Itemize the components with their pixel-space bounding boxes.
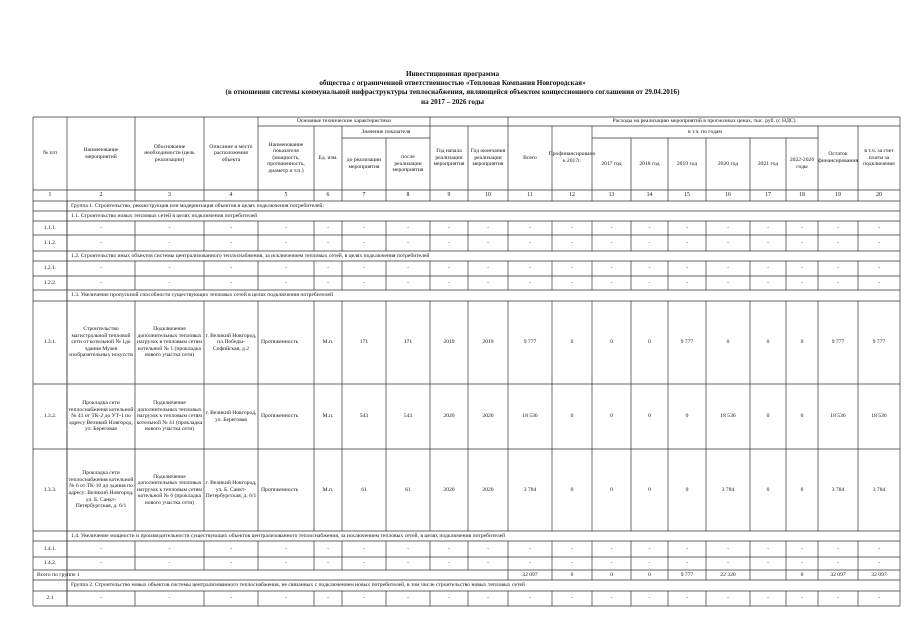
column-number: 17 [765,192,771,199]
empty-cell: - [407,265,409,272]
empty-cell: - [686,224,688,231]
row-before: 61 [361,486,367,493]
row-reason: Подключение дополнительных тепловых нагрузок в тепловым сетям котельной № 1 (прокладка нового участка сети) [137,326,202,359]
total-y2019: 9 777 [680,571,694,578]
column-number: 20 [876,192,882,199]
empty-cell: - [610,265,613,272]
empty-cell: - [727,279,729,286]
empty-cell: - [407,224,409,231]
empty-cell: - [168,279,171,286]
empty-cell: - [529,239,531,246]
row-start: 2020 [443,486,455,493]
empty-cell: - [837,595,839,602]
empty-cell: - [230,239,232,246]
row-name: Строительство магистральной тепловой сети от котельной № 1до здания Музея изобразительных искусств [69,326,133,359]
header-year-start: Год начала реализации мероприятия [433,148,465,168]
total-fee: 32 097 [871,571,887,578]
row-y2022: 0 [800,486,804,493]
empty-cell: - [327,265,329,272]
row-y2017: 0 [610,339,613,346]
row-fee: 3 784 [872,486,886,493]
empty-cell: - [648,265,651,272]
empty-cell: - [686,545,688,552]
empty-cell: - [363,279,365,286]
empty-cell: - [837,560,839,567]
row-y2022: 0 [800,339,804,346]
empty-cell: - [571,224,573,231]
empty-cell: - [100,265,102,272]
total-y2018: 0 [648,571,651,578]
row-total: 9 777 [523,339,537,346]
empty-cell: - [727,560,729,567]
empty-cell: - [727,595,729,602]
column-number: 10 [485,192,491,199]
column-number: 1 [48,192,52,199]
empty-cell: - [878,279,880,286]
empty-cell: - [801,560,803,567]
row-before: 171 [359,339,369,346]
empty-cell: - [285,265,287,272]
empty-cell: - [448,279,450,286]
empty-cell: - [767,239,769,246]
empty-cell: - [837,224,839,231]
empty-cell: - [230,595,232,602]
column-number: 5 [284,192,288,199]
empty-cell: - [648,560,651,567]
empty-cell: - [529,595,531,602]
empty-cell: - [727,545,729,552]
empty-cell: - [767,595,769,602]
empty-cell: - [100,545,102,552]
empty-cell: - [837,279,839,286]
empty-cell: - [487,279,489,286]
empty-cell: - [230,560,232,567]
row-after: 171 [403,339,413,346]
column-number: 16 [725,192,731,199]
row-y2019: 9 777 [680,339,694,346]
empty-cell: - [571,279,573,286]
header-reason: Обоснование необходимости (цель реализации) [144,143,195,163]
row-remainder: 9 777 [831,339,845,346]
row-y2017: 0 [610,413,613,420]
row-name: Прокладка сети теплоснабжения котельной № 41 от ТК-2 до УТ-1 по адресу Великий Новгород, ул. Береговая [68,400,134,433]
empty-cell: - [767,279,769,286]
empty-cell: - [727,265,729,272]
empty-cell: - [801,224,803,231]
header-year-end: Год окончания реализации мероприятия [470,148,506,168]
empty-cell: - [487,595,489,602]
header-before: до реализации мероприятия [346,157,382,170]
empty-cell: - [878,545,880,552]
header-location: Описание и место расположения объекта [209,143,253,163]
section-1-3-heading: 1.3. Увеличение пропускной способности существующих тепловых сетей в целях подключения потребителей [71,292,333,299]
header-y2019: 2019 год [676,160,698,167]
empty-cell: - [487,239,489,246]
empty-cell: - [610,545,613,552]
section-1-2-heading: 1.2. Строительство иных объектов системы централизованного теплоснабжения, за исключением тепловых сетей, в целях подключения потребителей [71,252,430,259]
empty-cell: - [230,279,232,286]
row-y2018: 0 [648,486,651,493]
row-fee: 18 536 [871,413,887,420]
total-remainder: 32 097 [830,571,846,578]
empty-cell: - [878,265,880,272]
empty-cell: - [363,595,365,602]
empty-cell: - [407,279,409,286]
empty-cell: - [878,560,880,567]
row-total: 3 784 [523,486,537,493]
column-number: 12 [569,192,575,199]
column-number: 11 [527,192,533,199]
group-1-heading: Группа 1. Строительство, реконструкция или модернизация объектов в целях подключения потребителей: [71,202,324,209]
column-number: 4 [229,192,233,199]
empty-cell: - [448,560,450,567]
empty-cell: - [878,224,880,231]
row-number: 1.1.1. [43,224,57,231]
header-y2020: 2020 год [717,160,739,167]
empty-cell: - [837,265,839,272]
empty-cell: - [363,545,365,552]
empty-cell: - [327,279,329,286]
empty-cell: - [571,560,573,567]
header-incl-fee: в т.ч. за счет платы за подключение [863,148,895,168]
empty-cell: - [285,560,287,567]
empty-cell: - [327,545,329,552]
row-number: 2.1 [46,595,54,602]
row-start: 2019 [443,339,455,346]
column-number: 3 [168,192,171,199]
empty-cell: - [610,595,613,602]
column-number: 15 [684,192,690,199]
empty-cell: - [168,595,171,602]
row-number: 1.4.2. [43,560,57,567]
row-n: 1.3.2. [43,413,57,420]
empty-cell: - [100,595,102,602]
empty-cell: - [407,595,409,602]
empty-cell: - [686,265,688,272]
empty-cell: - [571,545,573,552]
empty-cell: - [285,545,287,552]
empty-cell: - [327,224,329,231]
empty-cell: - [571,239,573,246]
empty-cell: - [801,545,803,552]
empty-cell: - [529,265,531,272]
row-y2021: 0 [766,413,770,420]
empty-cell: - [878,239,880,246]
row-reason: Подключение дополнительных тепловых нагрузок к тепловым сетям котельной № 6 (прокладка нового участка сети) [137,473,202,506]
empty-cell: - [487,560,489,567]
empty-cell: - [168,265,171,272]
header-y2022: 2022-2026 годы [789,157,815,170]
row-y2021: 0 [766,486,770,493]
row-y2018: 0 [648,339,651,346]
empty-cell: - [168,545,171,552]
row-y2021: 0 [766,339,770,346]
row-unit: М.п. [322,339,334,346]
row-location: г. Великий Новгород, ул. Б. Санкт-Петербургская, д. 6/1 [205,480,257,500]
column-number: 18 [799,192,805,199]
header-by-years: в т.ч. по годам [688,128,722,135]
empty-cell: - [727,224,729,231]
empty-cell: - [168,239,171,246]
row-param: Протяженность [261,486,299,493]
column-number: 19 [835,192,841,199]
header-unit: Ед. изм. [318,154,338,161]
row-y2019: 0 [685,486,689,493]
total-financed: 0 [570,571,574,578]
empty-cell: - [767,545,769,552]
total-total: 32 097 [522,571,538,578]
row-unit: М.п. [322,413,334,420]
row-financed: 0 [570,413,574,420]
header-value-group: Значение показателя [361,128,411,135]
row-after: 543 [403,413,413,420]
empty-cell: - [285,595,287,602]
row-param: Протяженность [261,413,299,420]
empty-cell: - [686,595,688,602]
section-1-4-heading: 1.4. Увеличение мощности и производительности существующих объектов централизованного теплоснабжения, за исключением тепловых сетей, в целях подключения потребителей [71,532,506,539]
column-number: 14 [646,192,653,199]
total-y2020: 22 320 [720,571,736,578]
empty-cell: - [529,545,531,552]
row-param: Протяженность [261,339,299,346]
column-number: 8 [406,192,410,199]
column-number: 9 [447,192,451,199]
row-number: 1.2.1. [43,265,57,272]
empty-cell: - [801,265,803,272]
row-remainder: 3 784 [831,486,845,493]
empty-cell: - [230,265,232,272]
header-y2021: 2021 год [757,160,779,167]
row-number: 1.4.1. [43,545,57,552]
row-unit: М.п. [322,486,334,493]
total-y2017: 0 [610,571,613,578]
empty-cell: - [837,239,839,246]
empty-cell: - [407,239,409,246]
row-y2017: 0 [610,486,613,493]
column-number: 2 [99,192,103,199]
row-y2018: 0 [648,413,651,420]
empty-cell: - [878,595,880,602]
empty-cell: - [571,595,573,602]
empty-cell: - [686,279,688,286]
header-costs: Расходы на реализацию мероприятий в прогнозных ценах, тыс. руб. (с НДС) [612,118,796,125]
row-financed: 0 [570,339,574,346]
empty-cell: - [327,560,329,567]
header-tech-main: Основные технические характеристики [296,118,392,125]
empty-cell: - [610,239,613,246]
empty-cell: - [448,239,450,246]
empty-cell: - [610,560,613,567]
header-financed: Профинансировано к 2017г. [548,151,596,164]
title-line-3: (в отношении системы коммунальной инфраструктуры теплоснабжения, являющейся объектом концессионного соглашения от 29.04.2016) [225,88,680,97]
row-start: 2020 [443,413,455,420]
empty-cell: - [610,279,613,286]
row-y2019: 0 [685,413,689,420]
empty-cell: - [487,265,489,272]
header-after: после реализации мероприятия [392,154,424,174]
row-remainder: 18 536 [830,413,846,420]
empty-cell: - [686,560,688,567]
title-line-2: общества с ограниченной ответственностью «Тепловая Компания Новгородская» [319,79,586,88]
empty-cell: - [648,224,651,231]
empty-cell: - [767,224,769,231]
header-total: Всего [523,154,537,161]
empty-cell: - [448,545,450,552]
row-y2020: 3 784 [721,486,735,493]
empty-cell: - [648,595,651,602]
empty-cell: - [529,279,531,286]
empty-cell: - [801,595,803,602]
row-end: 2020 [482,486,494,493]
empty-cell: - [327,239,329,246]
empty-cell: - [767,265,769,272]
row-before: 543 [359,413,369,420]
empty-cell: - [767,560,769,567]
empty-cell: - [100,279,102,286]
column-number: 7 [362,192,366,199]
empty-cell: - [801,279,803,286]
empty-cell: - [168,560,171,567]
empty-cell: - [168,224,171,231]
empty-cell: - [363,560,365,567]
header-y2018: 2018 год [639,160,660,167]
row-y2020: 0 [726,339,730,346]
column-number: 13 [608,192,615,199]
empty-cell: - [100,239,102,246]
empty-cell: - [448,595,450,602]
empty-cell: - [230,545,232,552]
row-n: 1.3.1. [43,339,57,346]
row-location: г. Великий Новгород, пл.Победы-Софийская, д.2 [205,332,257,352]
header-remainder: Остаток финансирования [818,151,858,164]
row-name: Прокладка сети теплоснабжения котельной № 6 от ТК-10 до здания по адресу: Великий Новгород, ул. Б. Санкт-Петербургская, д. 6/1 [68,470,134,510]
header-name: Наименование мероприятий [83,146,119,160]
empty-cell: - [487,545,489,552]
row-after: 61 [405,486,411,493]
empty-cell: - [363,265,365,272]
empty-cell: - [407,545,409,552]
empty-cell: - [686,239,688,246]
row-end: 2020 [482,413,494,420]
empty-cell: - [285,239,287,246]
title-line-1: Инвестиционная программа [405,70,500,78]
header-tech-name: Наименование показателя (мощность, протяженность, диаметр и т.п.) [267,141,305,174]
empty-cell: - [648,545,651,552]
total-label: Всего по группе 1 [37,571,80,578]
empty-cell: - [327,595,329,602]
row-end: 2019 [482,339,494,346]
empty-cell: - [285,224,287,231]
empty-cell: - [100,224,102,231]
empty-cell: - [448,224,450,231]
group-2-heading: Группа 2. Строительство новых объектов системы централизованного теплоснабжения, не связанных с подключением новых потребителей, в том числе строительство новых тепловых сетей [71,582,525,589]
row-financed: 0 [570,486,574,493]
empty-cell: - [837,545,839,552]
empty-cell: - [487,224,489,231]
empty-cell: - [363,239,365,246]
row-y2022: 0 [800,413,804,420]
section-1-1-heading: 1.1. Строительство новых тепловых сетей в целях подключения потребителей [71,212,258,219]
row-reason: Подключение дополнительных тепловых нагрузок к тепловым сетям котельной № 41 (прокладка нового участка сети) [136,400,203,433]
row-total: 18 536 [522,413,538,420]
empty-cell: - [363,224,365,231]
row-y2020: 18 536 [720,413,736,420]
row-fee: 9 777 [872,339,886,346]
empty-cell: - [285,279,287,286]
empty-cell: - [648,239,651,246]
empty-cell: - [648,279,651,286]
title-line-4: на 2017 – 2026 годы [421,97,484,106]
empty-cell: - [529,560,531,567]
row-number: 1.1.2. [43,239,57,246]
header-n: № п/п [42,150,58,157]
row-number: 1.2.2. [43,279,57,286]
column-number: 6 [326,192,330,199]
empty-cell: - [529,224,531,231]
row-location: г. Великий Новгород, ул. Береговая [205,409,257,423]
empty-cell: - [571,265,573,272]
empty-cell: - [727,239,729,246]
empty-cell: - [230,224,232,231]
total-y2022: 0 [800,571,804,578]
empty-cell: - [610,224,613,231]
empty-cell: - [448,265,450,272]
header-y2017: 2017 год [601,160,622,167]
empty-cell: - [801,239,803,246]
empty-cell: - [100,560,102,567]
row-n: 1.3.3. [43,486,57,493]
empty-cell: - [407,560,409,567]
